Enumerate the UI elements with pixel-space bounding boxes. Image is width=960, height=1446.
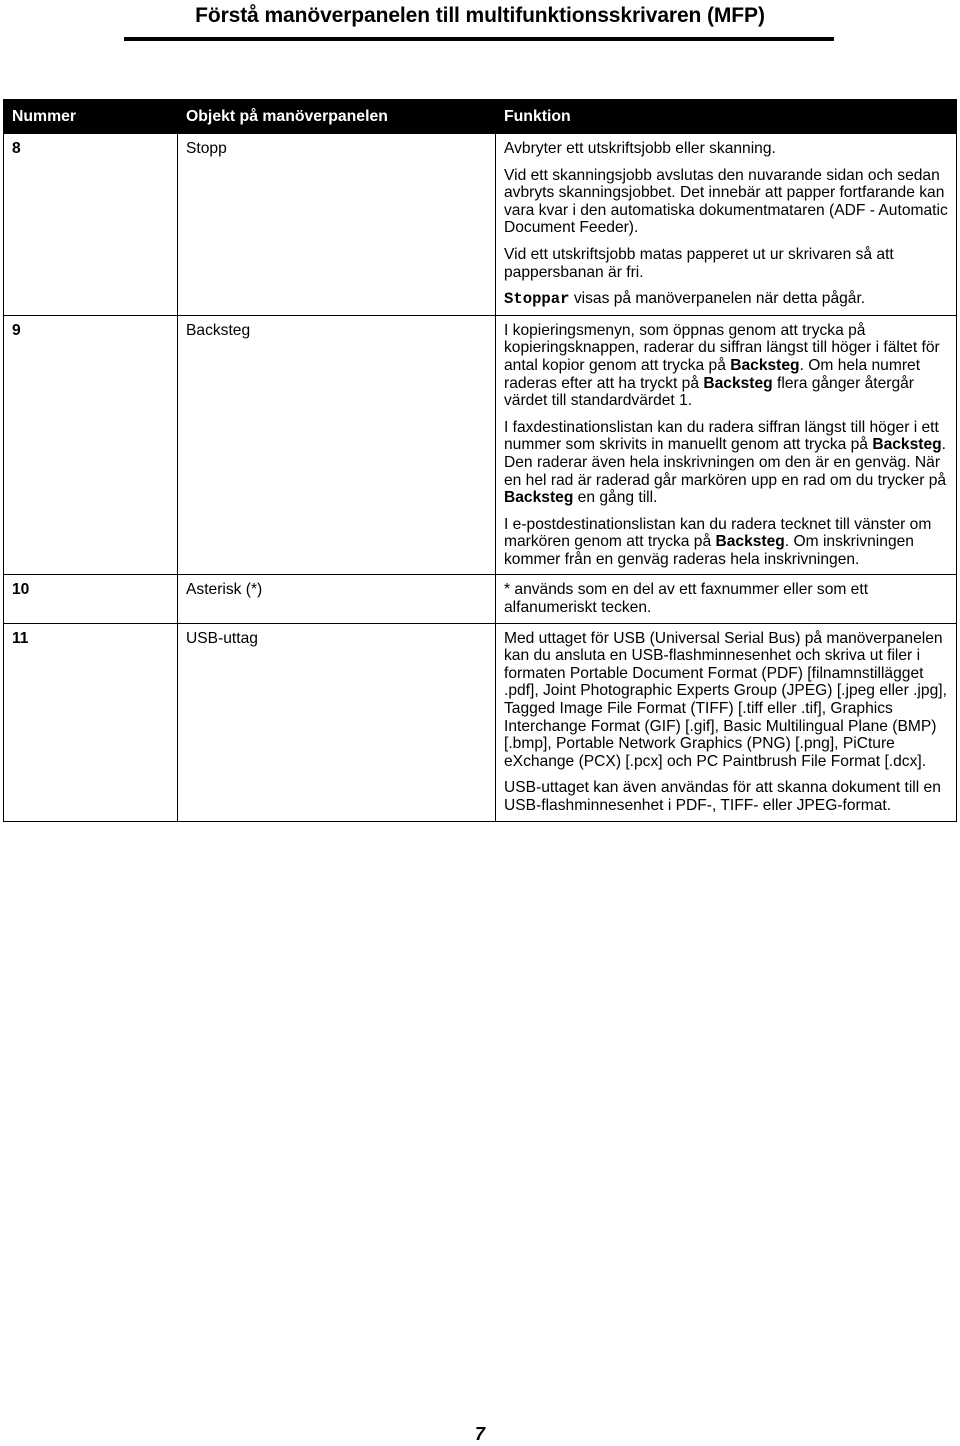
function-paragraph: * används som en del av ett faxnummer eller som ett alfanumeriskt tecken.: [504, 581, 869, 617]
text-run: flera gånger återgår värdet till standardvärdet 1.: [504, 374, 914, 410]
key-name: Backsteg: [715, 533, 785, 551]
row-item: Backsteg: [178, 315, 496, 575]
key-name: Backsteg: [703, 374, 773, 392]
row-number: 11: [4, 623, 178, 821]
column-header-function: Funktion: [496, 100, 957, 134]
row-function: [496, 623, 957, 821]
row-function: [496, 134, 957, 316]
column-header-number: Nummer: [4, 100, 178, 134]
page-number: 7: [474, 1424, 485, 1444]
control-panel-table: [3, 99, 957, 822]
row-item: Stopp: [178, 134, 496, 316]
table-header-row: [4, 100, 957, 134]
status-code: Stoppar: [504, 290, 570, 309]
text-run: I e-postdestinationslistan kan du radera tecknet till vänster om markören genom att trycka på: [504, 515, 932, 551]
row-function: [496, 315, 957, 575]
function-paragraph: [504, 322, 948, 410]
row-number: 8: [4, 134, 178, 316]
status-text: visas på manöverpanelen när detta pågår.: [569, 290, 866, 308]
function-paragraph: USB-uttaget kan även användas för att skanna dokument till en USB-flashminnesenhet i PDF-, TIFF- eller JPEG-format.: [504, 779, 941, 814]
key-name: Backsteg: [730, 356, 800, 374]
function-paragraph: [504, 419, 948, 507]
function-paragraph: Med uttaget för USB (Universal Serial Bus) på manöverpanelen kan du ansluta en USB-flashminnesenhet och skriva ut filer i formaten Portable Document Format (PDF) [filnamnstillägget .pdf], Joint Photographic Experts Group (JPEG) [.jpeg eller .jpg], Tagged Image File Format (TIFF) [.tiff eller .tif], Graphics Interchange Format (GIF) [.gif], Basic Multilingual Plane (BMP) [.bmp], Portable Network Graphics (PNG) [.png], PiCture eXchange (PCX) [.pcx] och PC Paintbrush File Format [.dcx].: [504, 629, 947, 770]
column-header-item: Objekt på manöverpanelen: [178, 100, 496, 134]
key-name: Backsteg: [872, 436, 942, 454]
table-row: [4, 134, 957, 316]
key-name: Backsteg: [504, 489, 574, 507]
table-row: [4, 623, 957, 821]
row-number: 10: [4, 575, 178, 623]
function-paragraph: Avbryter ett utskriftsjobb eller skanning.: [504, 140, 776, 157]
row-item: Asterisk (*): [178, 575, 496, 623]
function-paragraph: Vid ett skanningsjobb avslutas den nuvarande sidan och sedan avbryts skanningsjobbet. Det innebär att papper fortfarande kan vara kvar i den automatiska dokumentmataren (ADF - Automatic Document Feeder).: [504, 166, 948, 237]
row-number: 9: [4, 315, 178, 575]
text-run: I faxdestinationslistan kan du radera siffran längst till höger i ett nummer som skrivits in manuellt genom att trycka på: [504, 418, 939, 454]
row-function: [496, 575, 957, 623]
text-run: . Om hela numret raderas efter att ha tryckt på: [504, 356, 921, 392]
function-paragraph: [504, 516, 948, 569]
text-run: . Om inskrivningen kommer från en genväg raderas hela inskrivningen.: [504, 533, 914, 568]
text-run: I kopieringsmenyn, som öppnas genom att trycka på kopieringsknappen, raderar du siffran längst till höger i fältet för antal kopior genom att trycka på: [504, 321, 940, 374]
header-rule: [124, 37, 834, 41]
row-item: USB-uttag: [178, 623, 496, 821]
function-paragraph: Vid ett utskriftsjobb matas papperet ut ur skrivaren så att pappersbanan är fri.: [504, 245, 894, 281]
table-row: [4, 315, 957, 575]
text-run: . Den raderar även hela inskrivningen om den är en genväg. När en hel rad är raderad går markören upp en rad om du trycker på: [504, 436, 947, 489]
page-title: Förstå manöverpanelen till multifunktionsskrivaren (MFP): [195, 4, 765, 27]
table-row: [4, 575, 957, 623]
function-paragraph: [504, 290, 948, 309]
text-run: en gång till.: [573, 489, 658, 507]
